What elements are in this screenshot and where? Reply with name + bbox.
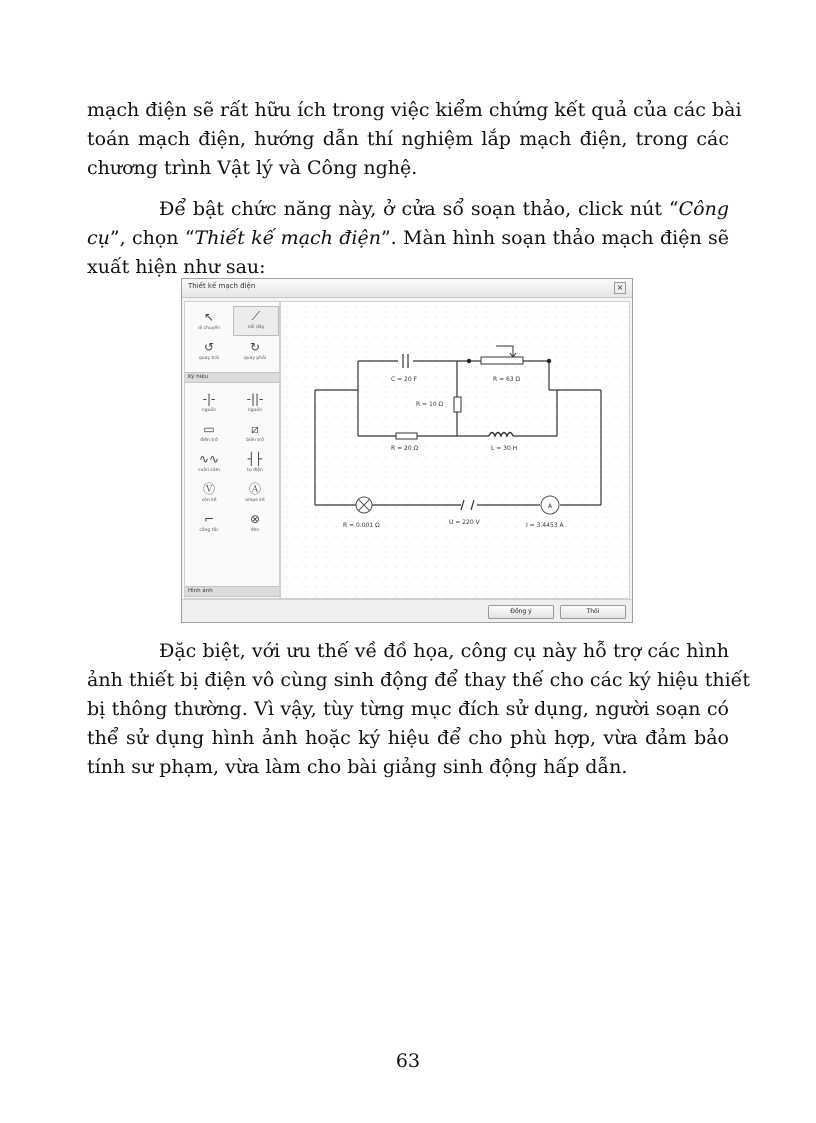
- symbol-label: điện trở: [200, 438, 218, 443]
- paragraph-2-text: ”. Màn hình soạn thảo mạch điện sẽ: [380, 227, 729, 249]
- lamp-label: R = 0.001 Ω: [343, 522, 380, 529]
- paragraph-2-emphasis: cụ: [87, 227, 110, 249]
- symbol-label: biến trở: [246, 438, 264, 443]
- circuit-designer-screenshot: [181, 278, 633, 623]
- symbol-label: tụ điện: [247, 468, 263, 473]
- rheostat-symbol[interactable]: [233, 420, 277, 448]
- ammeter-symbol[interactable]: [233, 480, 277, 508]
- paragraph-2-emphasis: Thiết kế mạch điện: [194, 227, 381, 249]
- rotate-right-icon: ↻: [249, 340, 261, 354]
- tool-label: di chuyển: [198, 326, 220, 331]
- voltmeter-symbol[interactable]: [187, 480, 231, 508]
- wire-icon: ⟋: [251, 309, 261, 323]
- lamp-icon: ⊗: [249, 512, 261, 526]
- tool-label: quay trái: [198, 356, 220, 361]
- ammeter-symbol-text: A: [547, 503, 553, 510]
- symbol-label: nguồn: [247, 408, 263, 413]
- resistor-bottom-element: [396, 433, 417, 439]
- source-symbol[interactable]: [187, 390, 231, 418]
- capacitor-element: [403, 354, 408, 368]
- inductor-symbol[interactable]: [187, 450, 231, 478]
- symbol-label: ampe kế: [245, 498, 265, 503]
- junction-dot: [547, 359, 551, 363]
- pointer-icon: ↖: [203, 310, 215, 324]
- paragraph-3-line: ảnh thiết bị điện vô cùng sinh động để thay thế cho các ký hiệu thiết: [87, 669, 750, 691]
- close-icon[interactable]: ×: [614, 282, 626, 294]
- paragraph-1-line: toán mạch điện, hướng dẫn thí nghiệm lắp mạch điện, trong các: [87, 128, 729, 150]
- paragraph-2-line: [87, 224, 729, 253]
- dialog-button-row: [182, 599, 632, 622]
- ok-button[interactable]: Đồng ý: [488, 605, 554, 619]
- switch-symbol[interactable]: [187, 510, 231, 538]
- ammeter-icon: Ⓐ: [248, 482, 261, 496]
- capacitor-icon: ┤├: [247, 452, 263, 466]
- images-section-header[interactable]: Hình ảnh: [185, 586, 279, 597]
- symbol-label: nguồn: [201, 408, 217, 413]
- paragraph-1-line: chương trình Vật lý và Công nghệ.: [87, 157, 418, 179]
- tool-label: nối dây: [247, 325, 265, 330]
- window-titlebar: [182, 279, 632, 298]
- source-icon: -||-: [246, 392, 264, 406]
- rheostat-label: R = 63 Ω: [493, 376, 521, 383]
- symbol-label: vôn kế: [201, 498, 217, 503]
- source-icon: -|-: [202, 392, 216, 406]
- circuit-diagram: [281, 302, 629, 598]
- tool-label: quay phải: [243, 356, 267, 361]
- resistor-symbol[interactable]: [187, 420, 231, 448]
- resistor-icon: ▭: [203, 422, 215, 436]
- lamp-element: [356, 497, 372, 513]
- rheostat-element: [481, 357, 523, 364]
- cancel-button[interactable]: Thôi: [560, 605, 626, 619]
- paragraph-2: [87, 195, 729, 282]
- resistor-mid-label: R = 10 Ω: [416, 401, 444, 408]
- paragraph-3-line: thể sử dụng hình ảnh hoặc ký hiệu để cho phù hợp, vừa đảm bảo: [87, 727, 729, 749]
- paragraph-2-text: ”, chọn “: [109, 227, 195, 249]
- capacitor-label: C = 20 F: [391, 376, 418, 383]
- paragraph-2-line: xuất hiện như sau:: [87, 256, 266, 278]
- wire-tool[interactable]: [233, 306, 279, 336]
- paragraph-2-text: Để bật chức năng này, ở cửa sổ soạn thảo, click nút “: [159, 198, 679, 220]
- inductor-element: [489, 433, 513, 437]
- circuit-canvas[interactable]: [280, 301, 630, 599]
- junction-dot: [467, 359, 471, 363]
- symbol-label: cuộn cảm: [198, 468, 220, 473]
- rotate-left-tool[interactable]: [187, 338, 231, 366]
- page-number: 63: [395, 1050, 421, 1072]
- resistor-mid-element: [454, 397, 461, 412]
- move-tool[interactable]: [187, 308, 231, 336]
- paragraph-3-line: bị thông thường. Vì vậy, tùy từng mục đích sử dụng, người soạn có: [87, 698, 729, 720]
- paragraph-3-line: tính sư phạm, vừa làm cho bài giảng sinh động hấp dẫn.: [87, 756, 628, 778]
- paragraph-3: [87, 637, 750, 782]
- paragraph-1: [87, 96, 742, 183]
- inductor-icon: ∿∿: [198, 452, 220, 466]
- source-element: [461, 500, 474, 510]
- switch-icon: ⌐: [203, 512, 215, 526]
- rheostat-icon: ⧄: [251, 422, 259, 436]
- toolbox-panel: [184, 301, 280, 599]
- symbol-label: đèn: [250, 528, 260, 533]
- circuit-wires: [315, 361, 601, 505]
- source-symbol-2[interactable]: [233, 390, 277, 418]
- rotate-right-tool[interactable]: [233, 338, 277, 366]
- paragraph-2-line: [87, 195, 729, 224]
- symbol-label: công tắc: [199, 528, 219, 533]
- resistor-bottom-label: R = 20 Ω: [391, 445, 419, 452]
- inductor-label: L = 30 H: [491, 445, 518, 452]
- paragraph-2-emphasis: Công: [678, 198, 729, 220]
- capacitor-symbol[interactable]: [233, 450, 277, 478]
- rheostat-slider: [496, 346, 516, 357]
- paragraph-1-line: mạch điện sẽ rất hữu ích trong việc kiểm chứng kết quả của các bài: [87, 99, 742, 121]
- paragraph-3-line: Đặc biệt, với ưu thế về đồ họa, công cụ này hỗ trợ các hình: [159, 640, 729, 662]
- lamp-symbol[interactable]: [233, 510, 277, 538]
- symbols-section-header[interactable]: Ký hiệu: [185, 372, 279, 383]
- ammeter-label: I = 3.4453 A: [526, 522, 564, 529]
- voltmeter-icon: Ⓥ: [202, 482, 215, 496]
- rotate-left-icon: ↺: [203, 340, 215, 354]
- window-title: Thiết kế mạch điện: [188, 282, 256, 290]
- source-label: U = 220 V: [449, 519, 480, 526]
